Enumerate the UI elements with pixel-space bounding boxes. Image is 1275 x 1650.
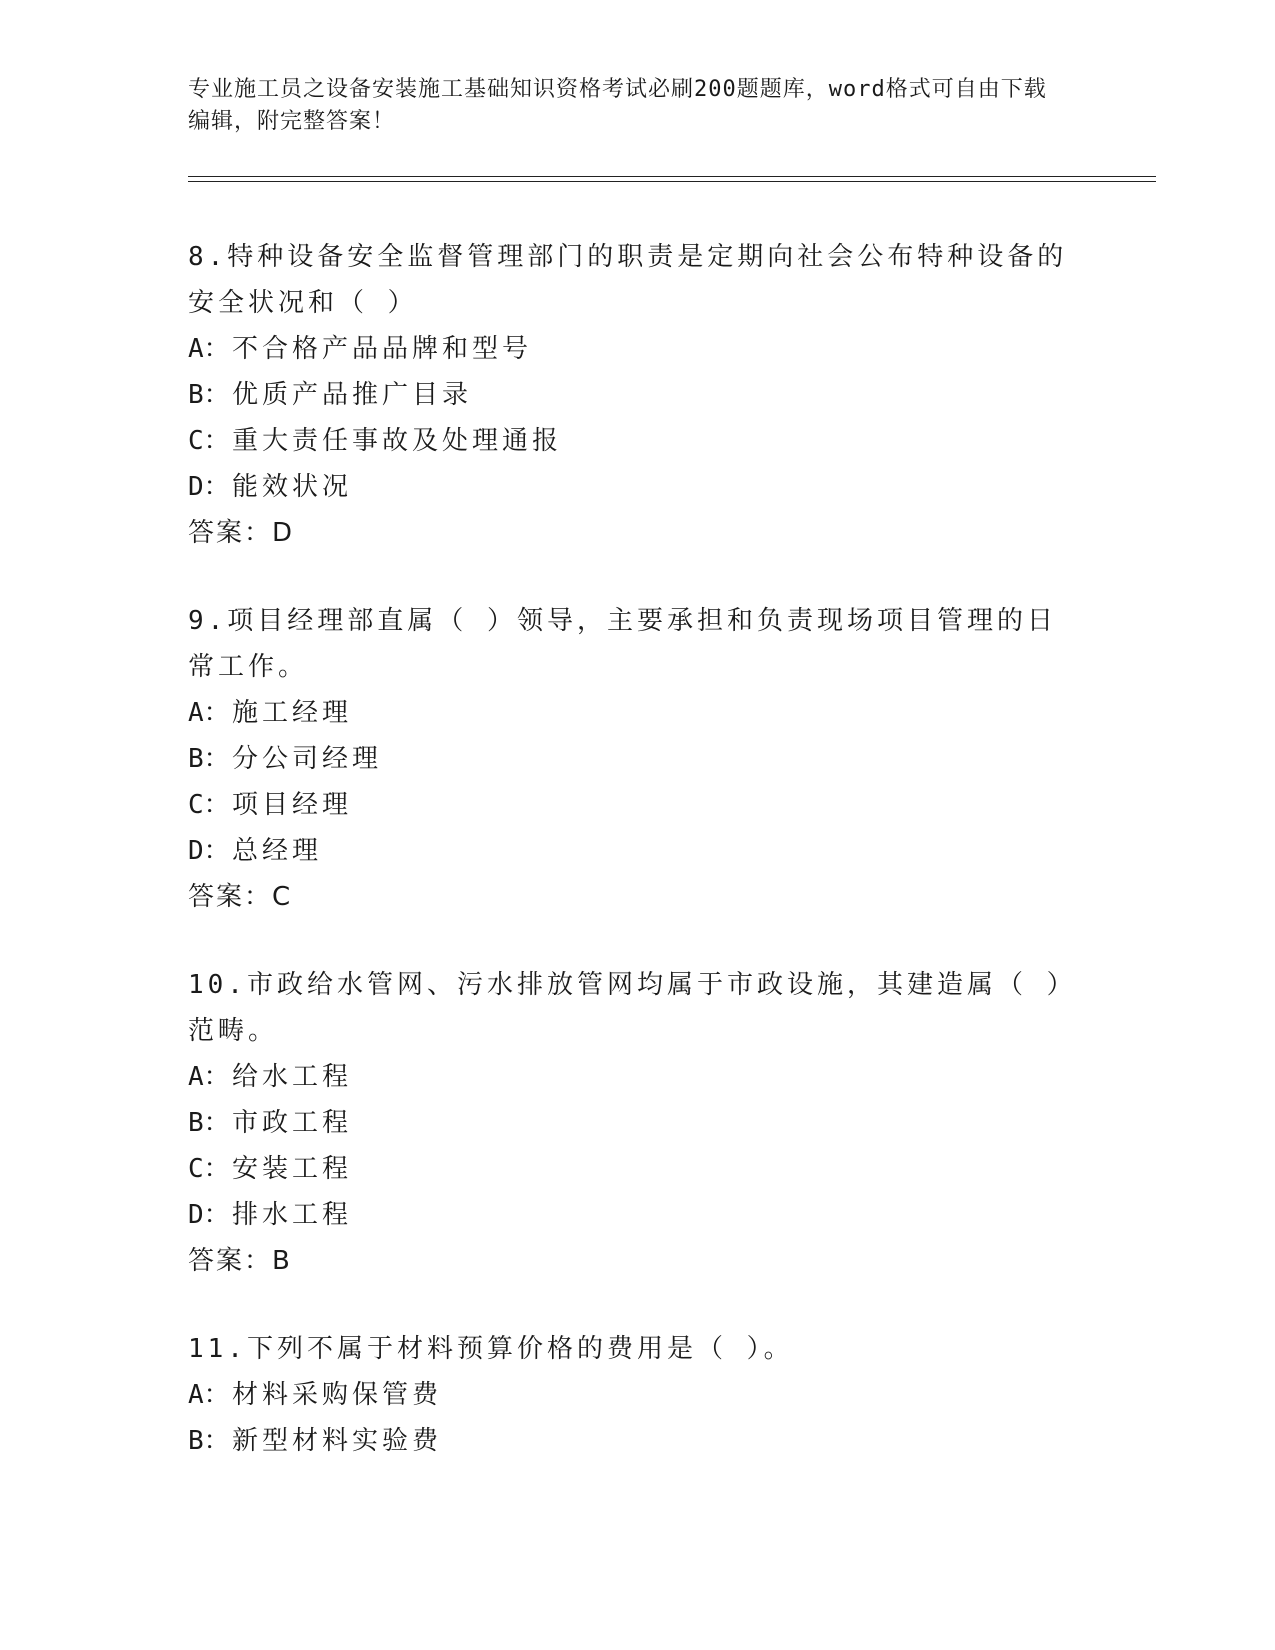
question-stem: 9.项目经理部直属（ ）领导，主要承担和负责现场项目管理的日常工作。 [188, 606, 1057, 682]
question-item [188, 234, 1068, 556]
option-c [188, 418, 1068, 464]
option-key: C： [188, 426, 230, 456]
option-a [188, 326, 1068, 372]
option-c [188, 782, 1068, 828]
question-item [188, 962, 1068, 1284]
option-key: A： [188, 698, 230, 728]
option-b [188, 1418, 1068, 1464]
answer-line: 答案：B [188, 1246, 292, 1276]
option-text: 给水工程 [232, 1062, 353, 1092]
question-item [188, 1326, 1068, 1464]
option-b [188, 736, 1068, 782]
question-list [188, 234, 1068, 1506]
option-key: B： [188, 380, 230, 410]
option-text: 不合格产品品牌和型号 [232, 334, 533, 364]
option-key: B： [188, 744, 230, 774]
option-text: 材料采购保管费 [232, 1380, 443, 1410]
question-stem: 11.下列不属于材料预算价格的费用是（ ）。 [188, 1334, 794, 1364]
option-key: C： [188, 1154, 230, 1184]
option-b [188, 372, 1068, 418]
option-key: D： [188, 836, 230, 866]
answer-line: 答案：D [188, 518, 295, 548]
option-key: C： [188, 790, 230, 820]
header-divider-bottom [188, 181, 1156, 182]
option-a [188, 1372, 1068, 1418]
option-text: 重大责任事故及处理通报 [232, 426, 563, 456]
option-text: 施工经理 [232, 698, 353, 728]
option-text: 安装工程 [232, 1154, 353, 1184]
option-text: 排水工程 [232, 1200, 353, 1230]
option-a [188, 690, 1068, 736]
header-divider-top [188, 176, 1156, 177]
option-key: D： [188, 472, 230, 502]
option-key: A： [188, 1062, 230, 1092]
option-key: B： [188, 1426, 230, 1456]
option-d [188, 464, 1068, 510]
option-text: 市政工程 [232, 1108, 353, 1138]
option-text: 分公司经理 [232, 744, 383, 774]
option-d [188, 828, 1068, 874]
question-stem: 10.市政给水管网、污水排放管网均属于市政设施，其建造属（ ）范畴。 [188, 970, 1064, 1046]
option-key: B： [188, 1108, 230, 1138]
option-key: A： [188, 334, 230, 364]
option-b [188, 1100, 1068, 1146]
option-key: D： [188, 1200, 230, 1230]
question-item [188, 598, 1068, 920]
answer-line: 答案：C [188, 882, 293, 912]
option-text: 项目经理 [232, 790, 353, 820]
option-text: 能效状况 [232, 472, 353, 502]
option-key: A： [188, 1380, 230, 1410]
document-header: 专业施工员之设备安装施工基础知识资格考试必刷200题题库，word格式可自由下载编辑，附完整答案！ [188, 77, 1047, 134]
option-a [188, 1054, 1068, 1100]
option-text: 总经理 [232, 836, 323, 866]
option-text: 新型材料实验费 [232, 1426, 443, 1456]
question-stem: 8.特种设备安全监督管理部门的职责是定期向社会公布特种设备的安全状况和（ ） [188, 242, 1068, 318]
option-d [188, 1192, 1068, 1238]
option-text: 优质产品推广目录 [232, 380, 473, 410]
option-c [188, 1146, 1068, 1192]
